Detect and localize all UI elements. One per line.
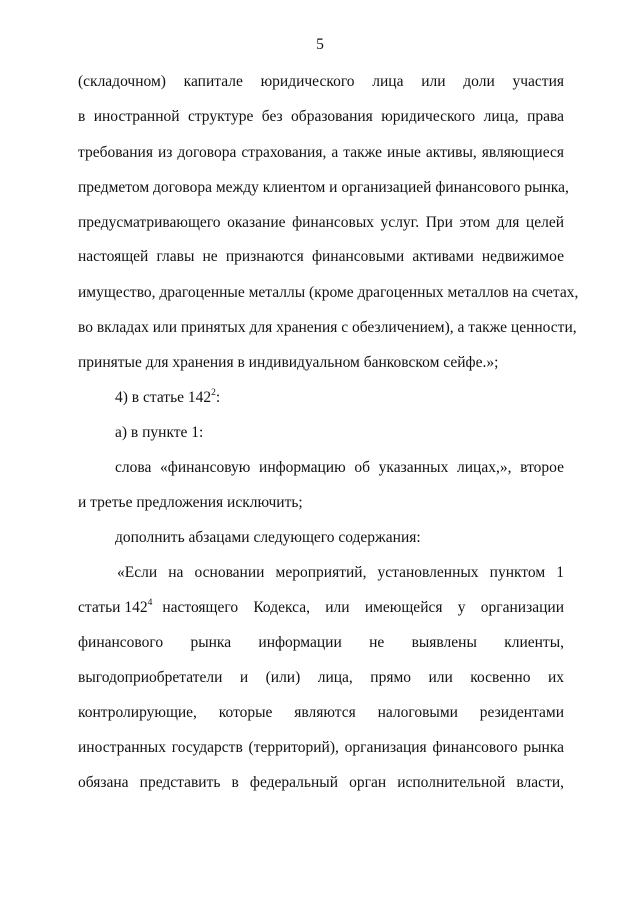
text-line: принятые для хранения в индивидуальном банковском сейфе.»; [78, 354, 499, 371]
text-line: требования из договора страхования, а также иные активы, являющиеся [78, 144, 564, 161]
text-line: контролирующие, которые являются налоговыми резидентами [78, 704, 564, 721]
text-line: настоящей главы не признаются финансовыми активами недвижимое [78, 248, 564, 265]
text-line: «Если на основании мероприятий, установленных пунктом 1 [117, 564, 564, 581]
text-line: обязана представить в федеральный орган исполнительной власти, [78, 774, 564, 791]
text-line: иностранных государств (территорий), организация финансового рынка [78, 739, 564, 756]
text-line: предусматривающего оказание финансовых услуг. При этом для целей [78, 214, 564, 231]
text-fragment [78, 598, 152, 618]
text-line: и третье предложения исключить; [78, 494, 303, 511]
text-fragment: статьи 142 [78, 599, 148, 616]
text-line: в иностранной структуре без образования юридического лица, права [78, 108, 564, 125]
text-line: дополнить абзацами следующего содержания: [115, 529, 421, 546]
superscript: 2 [211, 387, 216, 398]
list-item-text: : [215, 389, 221, 406]
text-line: имущество, драгоценные металлы (кроме драгоценных металлов на счетах, [78, 284, 579, 301]
text-line: во вкладах или принятых для хранения с обезличением), а также ценности, [78, 319, 577, 336]
list-item-text: 4) в статье 142 [115, 389, 212, 406]
superscript: 4 [147, 597, 153, 608]
list-item-heading [115, 388, 564, 408]
text-line: выгодоприобретатели и (или) лица, прямо или косвенно их [78, 669, 564, 686]
text-fragment: настоящего Кодекса, или имеющейся у организации [162, 599, 564, 616]
subitem-heading: а) в пункте 1: [115, 424, 204, 441]
text-line: предметом договора между клиентом и организацией финансового рынка, [78, 179, 569, 196]
page-number: 5 [316, 36, 324, 53]
text-line [78, 598, 564, 618]
text-line: финансового рынка информации не выявлены клиенты, [78, 634, 564, 651]
text-line: слова «финансовую информацию об указанных лицах,», второе [115, 459, 564, 476]
text-line: (складочном) капитале юридического лица или доли участия [78, 73, 564, 90]
